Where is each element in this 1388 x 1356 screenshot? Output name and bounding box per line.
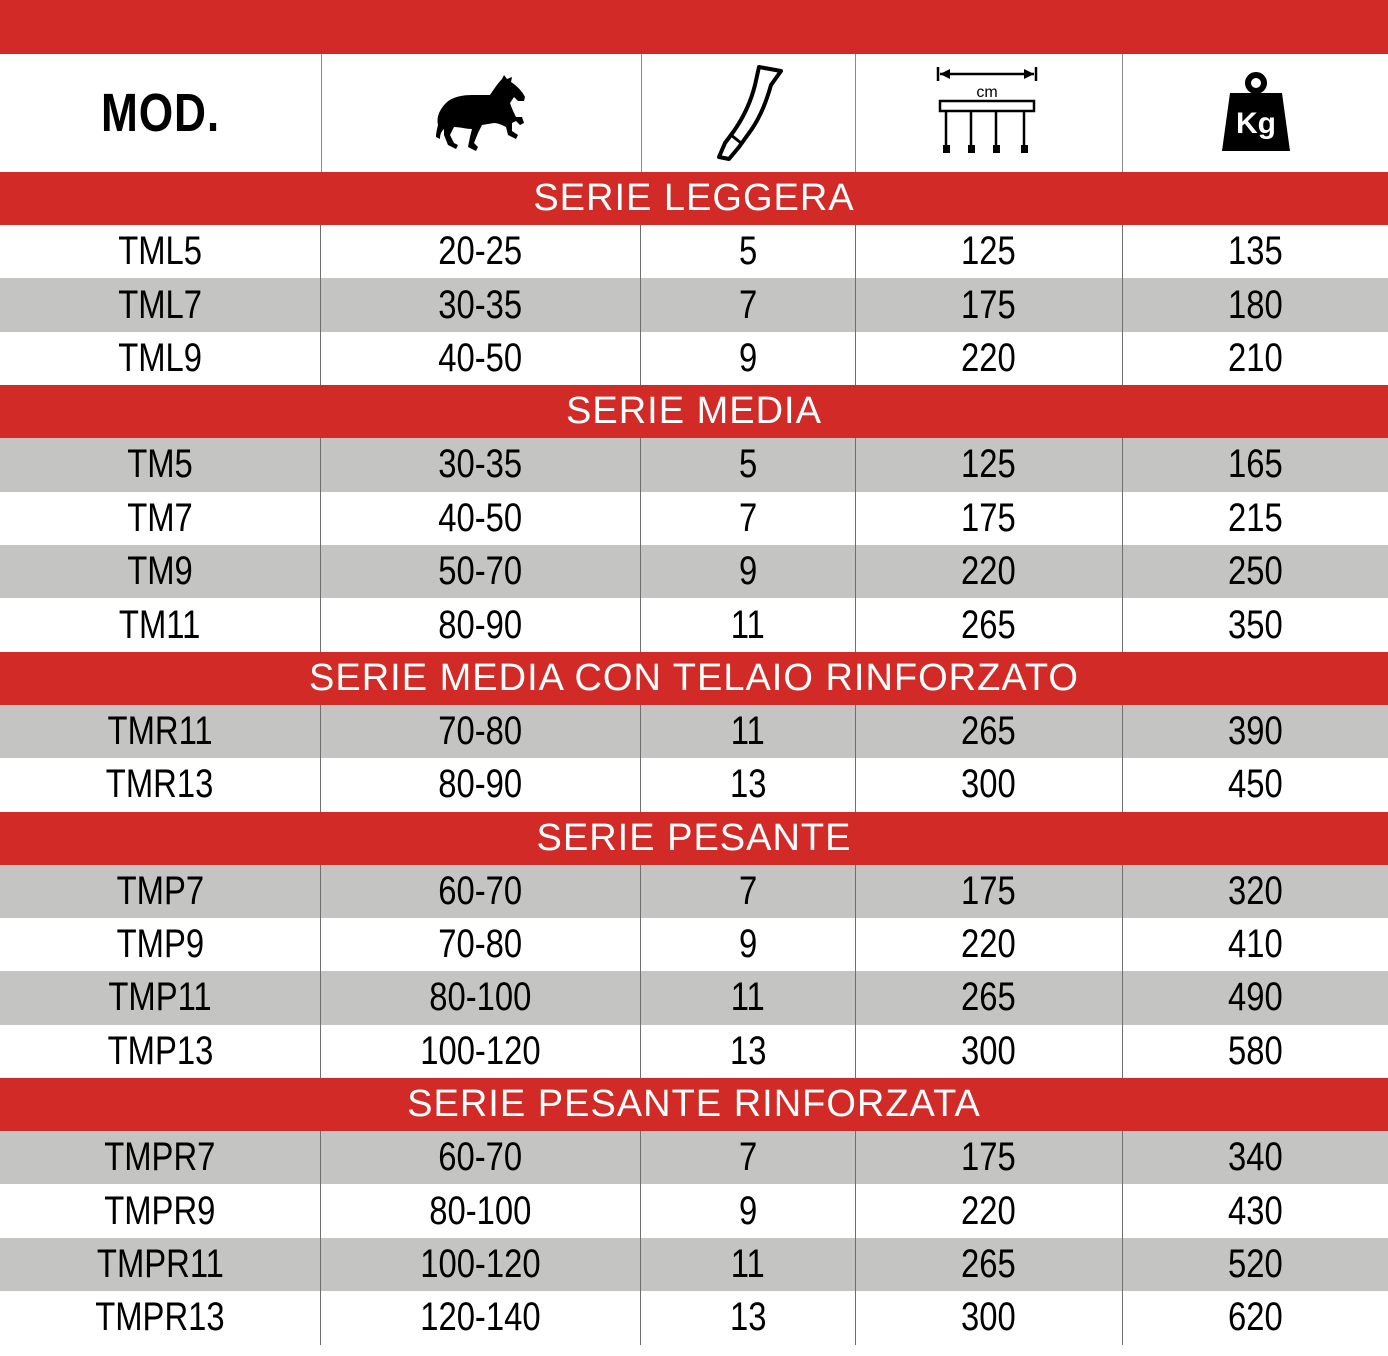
width-cell xyxy=(855,918,1122,971)
weight-cell-value: 390 xyxy=(1228,708,1283,753)
weight-cell xyxy=(1122,1025,1388,1078)
width-cell-value: 175 xyxy=(961,1135,1017,1180)
model-cell-value: TMR13 xyxy=(106,762,214,807)
weight-cell-value: 520 xyxy=(1228,1242,1283,1287)
weight-cell-value: 210 xyxy=(1228,335,1283,380)
tines-cell-value: 11 xyxy=(730,975,765,1020)
hp-cell xyxy=(320,758,640,811)
weight-cell-value: 620 xyxy=(1228,1295,1283,1340)
tines-cell-value: 9 xyxy=(738,1188,757,1233)
table-row xyxy=(0,1025,1388,1078)
weight-cell-value: 165 xyxy=(1228,442,1283,487)
weight-cell-value: 410 xyxy=(1228,922,1283,967)
table-row xyxy=(0,971,1388,1024)
series-title: SERIE PESANTE RINFORZATA xyxy=(407,1083,981,1126)
tines-cell xyxy=(640,598,854,651)
width-cell xyxy=(855,1291,1122,1344)
table-row xyxy=(0,438,1388,491)
table-row xyxy=(0,705,1388,758)
tines-cell xyxy=(640,865,854,918)
weight-cell xyxy=(1122,1184,1388,1237)
table-row xyxy=(0,545,1388,598)
tines-cell xyxy=(640,705,854,758)
model-cell-value: TMP11 xyxy=(108,975,212,1020)
width-cell xyxy=(855,1025,1122,1078)
width-cell xyxy=(855,332,1122,385)
weight-cell-value: 450 xyxy=(1228,762,1283,807)
tines-cell xyxy=(640,1291,854,1344)
hp-cell-value: 70-80 xyxy=(438,708,523,753)
tines-cell-value: 13 xyxy=(729,1028,767,1073)
model-cell xyxy=(0,492,320,545)
top-band xyxy=(0,0,1388,54)
weight-cell xyxy=(1122,438,1388,491)
width-unit-label: cm xyxy=(976,84,998,101)
model-cell-value: TMP9 xyxy=(116,922,204,967)
width-cell xyxy=(855,225,1122,278)
series-header xyxy=(0,385,1388,438)
series-header xyxy=(0,812,1388,865)
hp-cell-value: 70-80 xyxy=(438,922,523,967)
tines-cell xyxy=(640,1238,854,1291)
weight-cell-value: 580 xyxy=(1228,1028,1283,1073)
hp-cell-value: 100-120 xyxy=(420,1242,541,1287)
header-model-cell xyxy=(0,54,321,172)
hp-cell xyxy=(320,918,640,971)
weight-cell-value: 250 xyxy=(1228,549,1283,594)
series-title: SERIE LEGGERA xyxy=(533,177,855,219)
model-cell xyxy=(0,225,320,278)
model-cell xyxy=(0,758,320,811)
table-row xyxy=(0,918,1388,971)
width-cell xyxy=(855,545,1122,598)
tines-cell-value: 11 xyxy=(730,1242,765,1287)
width-cell-value: 300 xyxy=(961,1295,1017,1340)
width-cell xyxy=(855,492,1122,545)
width-cell-value: 220 xyxy=(961,549,1017,594)
width-cell-value: 300 xyxy=(961,1028,1017,1073)
hp-cell-value: 30-35 xyxy=(438,442,523,487)
table-row xyxy=(0,1184,1388,1237)
hp-cell xyxy=(320,1131,640,1184)
tines-cell xyxy=(640,971,854,1024)
hp-cell-value: 60-70 xyxy=(438,868,523,913)
hp-cell-value: 20-25 xyxy=(438,229,523,274)
tines-cell xyxy=(640,1131,854,1184)
weight-cell-value: 430 xyxy=(1228,1188,1283,1233)
width-cell-value: 175 xyxy=(961,282,1017,327)
width-cell-value: 265 xyxy=(961,1242,1017,1287)
tines-cell-value: 7 xyxy=(738,868,757,913)
hp-cell-value: 30-35 xyxy=(438,282,523,327)
model-cell xyxy=(0,1131,320,1184)
hp-cell-value: 80-100 xyxy=(429,975,532,1020)
hp-cell xyxy=(320,438,640,491)
horse-power-icon xyxy=(432,73,532,153)
width-cell-value: 265 xyxy=(961,602,1017,647)
weight-unit-label: Kg xyxy=(1235,107,1276,140)
model-cell xyxy=(0,705,320,758)
hp-cell-value: 40-50 xyxy=(438,495,523,540)
weight-cell xyxy=(1122,598,1388,651)
tine-icon xyxy=(709,63,789,163)
weight-cell-value: 320 xyxy=(1228,868,1283,913)
model-cell xyxy=(0,1184,320,1237)
model-cell xyxy=(0,1291,320,1344)
table-row xyxy=(0,278,1388,331)
tines-cell xyxy=(640,758,854,811)
header-hp-cell xyxy=(322,54,641,172)
width-cell-value: 265 xyxy=(961,708,1017,753)
tines-cell-value: 13 xyxy=(729,762,767,807)
model-cell-value: TM5 xyxy=(127,442,193,487)
header-tines-cell xyxy=(642,54,855,172)
model-cell xyxy=(0,1238,320,1291)
weight-cell-value: 135 xyxy=(1228,229,1283,274)
table-row xyxy=(0,225,1388,278)
header-width-cell xyxy=(856,54,1122,172)
model-cell xyxy=(0,1025,320,1078)
width-cell-value: 125 xyxy=(961,229,1017,274)
table-row xyxy=(0,1291,1388,1344)
hp-cell xyxy=(320,1291,640,1344)
weight-cell xyxy=(1122,332,1388,385)
width-cell xyxy=(855,705,1122,758)
table-row xyxy=(0,332,1388,385)
weight-cell xyxy=(1122,865,1388,918)
hp-cell xyxy=(320,545,640,598)
width-cell xyxy=(855,278,1122,331)
series-title: SERIE MEDIA CON TELAIO RINFORZATO xyxy=(309,656,1079,699)
table-row xyxy=(0,492,1388,545)
series-title: SERIE MEDIA xyxy=(566,390,822,433)
hp-cell xyxy=(320,971,640,1024)
width-cell xyxy=(855,598,1122,651)
model-cell xyxy=(0,545,320,598)
hp-cell-value: 40-50 xyxy=(438,335,523,380)
width-cell-value: 125 xyxy=(961,442,1017,487)
model-cell-value: TMP7 xyxy=(116,868,204,913)
tines-cell-value: 11 xyxy=(730,708,765,753)
tines-cell-value: 9 xyxy=(738,335,757,380)
tines-cell-value: 9 xyxy=(738,549,757,594)
weight-cell xyxy=(1122,1131,1388,1184)
model-cell xyxy=(0,598,320,651)
width-cell xyxy=(855,758,1122,811)
tines-cell-value: 11 xyxy=(730,602,765,647)
tines-cell xyxy=(640,278,854,331)
width-cell xyxy=(855,971,1122,1024)
width-cell-value: 220 xyxy=(961,1188,1017,1233)
model-cell-value: TML7 xyxy=(118,282,202,327)
series-header xyxy=(0,652,1388,705)
model-cell xyxy=(0,918,320,971)
weight-cell xyxy=(1122,758,1388,811)
model-header-label: MOD. xyxy=(101,83,220,143)
table-row xyxy=(0,865,1388,918)
width-cell xyxy=(855,1184,1122,1237)
hp-cell-value: 120-140 xyxy=(420,1295,541,1340)
width-cell-value: 220 xyxy=(961,922,1017,967)
tines-cell xyxy=(640,545,854,598)
table-row xyxy=(0,1131,1388,1184)
hp-cell-value: 80-90 xyxy=(438,762,523,807)
tines-cell-value: 9 xyxy=(738,922,757,967)
model-cell xyxy=(0,865,320,918)
width-cell-value: 265 xyxy=(961,975,1017,1020)
weight-cell xyxy=(1122,705,1388,758)
model-cell-value: TM11 xyxy=(119,602,201,647)
series-header xyxy=(0,172,1388,225)
hp-cell xyxy=(320,1184,640,1237)
hp-cell xyxy=(320,225,640,278)
weight-cell xyxy=(1122,278,1388,331)
width-cell xyxy=(855,1238,1122,1291)
model-cell-value: TML5 xyxy=(118,229,202,274)
tines-cell xyxy=(640,1025,854,1078)
model-cell-value: TM7 xyxy=(127,495,193,540)
model-cell xyxy=(0,332,320,385)
tines-cell-value: 5 xyxy=(738,442,757,487)
series-title: SERIE PESANTE xyxy=(536,816,852,859)
series-header xyxy=(0,1078,1388,1131)
hp-cell xyxy=(320,1025,640,1078)
tines-cell xyxy=(640,918,854,971)
tines-cell-value: 13 xyxy=(729,1295,767,1340)
width-cell-value: 220 xyxy=(961,335,1017,380)
weight-cell xyxy=(1122,545,1388,598)
working-width-icon xyxy=(934,63,1044,163)
hp-cell xyxy=(320,278,640,331)
hp-cell xyxy=(320,332,640,385)
tines-cell xyxy=(640,438,854,491)
weight-cell-value: 180 xyxy=(1228,282,1283,327)
weight-cell-value: 490 xyxy=(1228,975,1283,1020)
table-body xyxy=(0,172,1388,1345)
tines-cell-value: 7 xyxy=(738,495,757,540)
width-cell xyxy=(855,1131,1122,1184)
width-cell-value: 300 xyxy=(961,762,1017,807)
model-cell xyxy=(0,278,320,331)
model-cell-value: TMPR7 xyxy=(104,1135,216,1180)
hp-cell-value: 80-100 xyxy=(429,1188,532,1233)
hp-cell xyxy=(320,1238,640,1291)
tines-cell xyxy=(640,332,854,385)
weight-cell xyxy=(1122,918,1388,971)
tines-cell xyxy=(640,1184,854,1237)
hp-cell xyxy=(320,492,640,545)
hp-cell-value: 60-70 xyxy=(438,1135,523,1180)
width-cell xyxy=(855,438,1122,491)
hp-cell xyxy=(320,598,640,651)
hp-cell xyxy=(320,705,640,758)
width-cell-value: 175 xyxy=(961,868,1017,913)
weight-cell xyxy=(1122,225,1388,278)
tines-cell-value: 7 xyxy=(738,282,757,327)
model-cell-value: TMR11 xyxy=(107,708,213,753)
model-cell-value: TMP13 xyxy=(107,1028,213,1073)
weight-cell-value: 215 xyxy=(1228,495,1283,540)
hp-cell-value: 100-120 xyxy=(420,1028,541,1073)
header-weight-cell xyxy=(1123,54,1388,172)
hp-cell xyxy=(320,865,640,918)
hp-cell-value: 80-90 xyxy=(438,602,523,647)
table-row xyxy=(0,598,1388,651)
model-cell xyxy=(0,971,320,1024)
tines-cell xyxy=(640,492,854,545)
model-cell-value: TMPR9 xyxy=(104,1188,216,1233)
model-cell xyxy=(0,438,320,491)
model-cell-value: TMPR13 xyxy=(95,1295,225,1340)
weight-cell-value: 350 xyxy=(1228,602,1283,647)
hp-cell-value: 50-70 xyxy=(438,549,523,594)
weight-cell xyxy=(1122,492,1388,545)
model-cell-value: TMPR11 xyxy=(96,1242,224,1287)
weight-icon xyxy=(1216,71,1296,155)
weight-cell-value: 340 xyxy=(1228,1135,1283,1180)
width-cell xyxy=(855,865,1122,918)
table-row xyxy=(0,758,1388,811)
table-row xyxy=(0,1238,1388,1291)
weight-cell xyxy=(1122,1238,1388,1291)
model-cell-value: TM9 xyxy=(127,549,193,594)
tines-cell-value: 5 xyxy=(738,229,757,274)
model-cell-value: TML9 xyxy=(118,335,202,380)
header-row xyxy=(0,54,1388,172)
weight-cell xyxy=(1122,971,1388,1024)
tines-cell xyxy=(640,225,854,278)
tines-cell-value: 7 xyxy=(738,1135,757,1180)
weight-cell xyxy=(1122,1291,1388,1344)
width-cell-value: 175 xyxy=(961,495,1017,540)
